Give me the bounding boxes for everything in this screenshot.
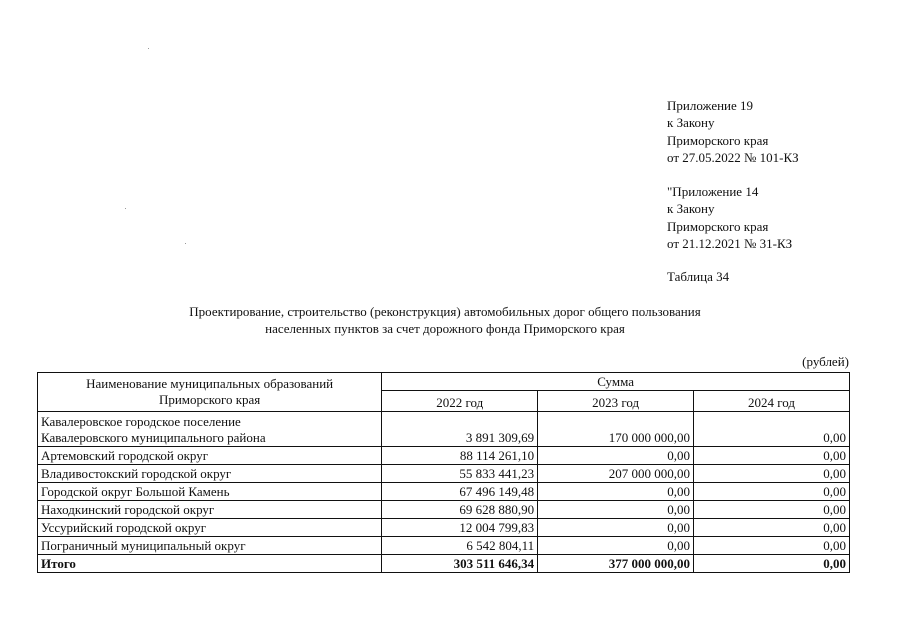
appendix-line: Приморского края	[667, 132, 769, 148]
total-label: Итого	[38, 555, 382, 573]
header-year-2023: 2023 год	[538, 391, 694, 412]
table-total-row	[38, 555, 850, 573]
scan-speck	[185, 243, 186, 244]
table-row	[38, 483, 850, 501]
appendix-previous-reference	[667, 183, 792, 252]
row-value-2024: 0,00	[694, 537, 850, 555]
row-municipality: Артемовский городской округ	[38, 447, 382, 465]
header-year-2022: 2022 год	[382, 391, 538, 412]
table-row	[38, 447, 850, 465]
row-value-2023: 0,00	[538, 519, 694, 537]
row-value-2024: 0,00	[694, 483, 850, 501]
appendix-line: от 27.05.2022 № 101-КЗ	[667, 149, 799, 165]
row-value-2023: 0,00	[538, 501, 694, 519]
row-municipality-line2: Кавалеровского муниципального района	[41, 430, 266, 445]
row-value-2022: 88 114 261,10	[382, 447, 538, 465]
row-value-2022: 6 542 804,11	[382, 537, 538, 555]
row-municipality: Пограничный муниципальный округ	[38, 537, 382, 555]
row-value-2024: 0,00	[694, 519, 850, 537]
header-municipality	[38, 373, 382, 412]
row-value-2023: 207 000 000,00	[538, 465, 694, 483]
row-value-2023: 0,00	[538, 537, 694, 555]
row-value-2022: 67 496 149,48	[382, 483, 538, 501]
funding-table	[37, 372, 850, 573]
row-value-2023: 170 000 000,00	[538, 412, 694, 447]
row-value-2024: 0,00	[694, 447, 850, 465]
appendix-line: от 21.12.2021 № 31-КЗ	[667, 235, 793, 251]
row-value-2023: 0,00	[538, 483, 694, 501]
row-municipality	[38, 412, 382, 447]
row-value-2022: 3 891 309,69	[382, 412, 538, 447]
row-municipality-line1: Кавалеровское городское поселение	[41, 414, 241, 429]
header-sum: Сумма	[382, 373, 850, 391]
table-number: Таблица 34	[667, 269, 730, 284]
scan-speck	[148, 48, 149, 49]
table-row	[38, 501, 850, 519]
header-municipality-line1: Наименование муниципальных образований	[86, 376, 334, 391]
row-municipality: Находкинский городской округ	[38, 501, 382, 519]
table-row	[38, 519, 850, 537]
row-value-2023: 0,00	[538, 447, 694, 465]
scan-speck	[125, 208, 126, 209]
row-value-2024: 0,00	[694, 412, 850, 447]
header-year-2024: 2024 год	[694, 391, 850, 412]
units-label: (рублей)	[802, 354, 849, 369]
total-value-2022: 303 511 646,34	[382, 555, 538, 573]
row-municipality: Уссурийский городской округ	[38, 519, 382, 537]
total-value-2024: 0,00	[694, 555, 850, 573]
appendix-line: к Закону	[667, 115, 715, 131]
table-row	[38, 537, 850, 555]
document-title	[40, 303, 850, 337]
title-line: Проектирование, строительство (реконструкция) автомобильных дорог общего пользования	[189, 304, 701, 319]
row-value-2022: 55 833 441,23	[382, 465, 538, 483]
row-municipality: Городской округ Большой Камень	[38, 483, 382, 501]
header-municipality-line2: Приморского края	[158, 392, 261, 407]
table-row	[38, 412, 850, 447]
row-municipality: Владивостокский городской округ	[38, 465, 382, 483]
appendix-line: к Закону	[667, 201, 715, 217]
appendix-line: Приложение 19	[667, 98, 754, 113]
appendix-current-reference	[667, 97, 799, 166]
row-value-2022: 69 628 880,90	[382, 501, 538, 519]
title-line: населенных пунктов за счет дорожного фонда Приморского края	[265, 321, 625, 336]
row-value-2022: 12 004 799,83	[382, 519, 538, 537]
table-header-row	[38, 373, 850, 391]
table-row	[38, 465, 850, 483]
appendix-line: Приморского края	[667, 218, 769, 234]
row-value-2024: 0,00	[694, 465, 850, 483]
appendix-line: "Приложение 14	[667, 184, 759, 199]
total-value-2023: 377 000 000,00	[538, 555, 694, 573]
row-value-2024: 0,00	[694, 501, 850, 519]
